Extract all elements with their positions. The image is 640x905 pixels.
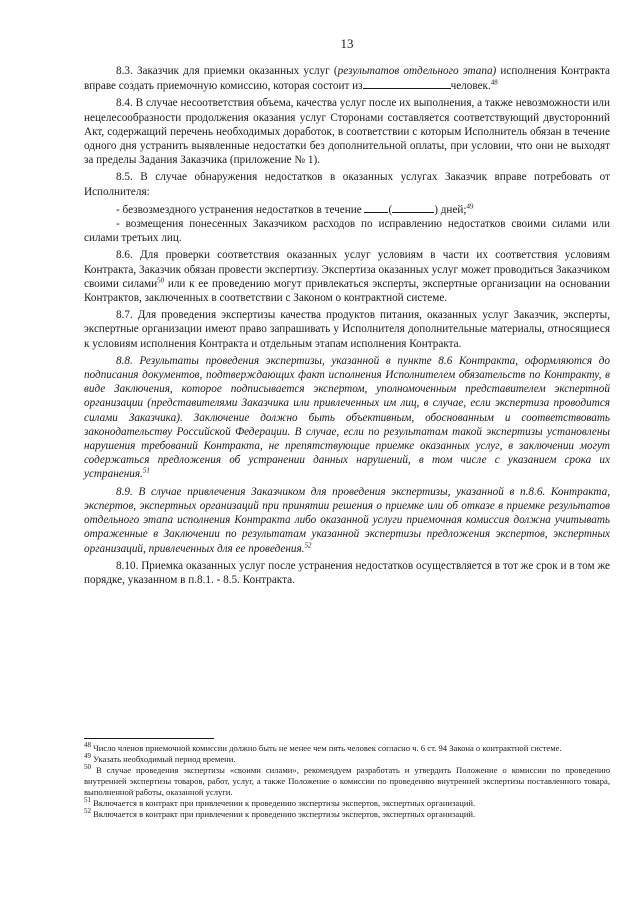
footnote-divider (84, 738, 214, 739)
list-item (84, 202, 610, 217)
footnote (84, 765, 610, 798)
clause-8-3-text: 8.3. Заказчик для приемки оказанных услуг ( (116, 65, 338, 77)
clause-8-9 (84, 485, 610, 556)
clause-8-8-text: 8.8. Результаты проведения экспертизы, указанной в пункте 8.6 Контракта, оформляются до подписания документов, подтверждающих факт исполнения Исполнителем обязательств по Контракту, в виде Заключения, которое подписывается экспертом, уполномоченным представителем экспертной организации (представителями Заказчика или привлеченных им лиц, в случае, если экспертиза проводится силами Заказчика). Заключение должно быть объективным, обоснованным и соответствовать законодательству Российской Федерации. В случае, если по результатам такой экспертизы установлены нарушения требований Контракта, не препятствующие приемке оказанных услуг, в заключении могут содержаться предложения об устранении данных нарушений, в том числе с указанием срока их устранения. (84, 354, 610, 481)
footnote-ref: 50 (157, 276, 165, 285)
footnote-number: 52 (84, 807, 91, 816)
footnote-text: Указать необходимый период времени. (91, 754, 236, 764)
footnote-text: В случае проведения экспертизы «своими силами», рекомендуем разработать и утвердить Положение о комиссии по проведению внутренней экспертизы товаров, работ, услуг, а также Положение о комиссии по проведению внутренней экспертизы поставленного товара, выполненной работы, оказанной услуги. (84, 765, 610, 797)
footnote (84, 754, 610, 765)
clause-8-4: 8.4. В случае несоответствия объема, качества услуг после их выполнения, а также невозможности или нецелесообразности продолжения оказания услуг Сторонами составляется соответствующий двусторонний Акт, содержащий перечень необходимых доработок, в соответствии с которым Исполнитель обязан в течение одного дня устранить выявленные недостатки без дополнительной оплаты, при условии, что они не выходят за пределы Задания Заказчика (приложение № 1). (84, 97, 610, 167)
clause-8-10: 8.10. Приемка оказанных услуг после устранения недостатков осуществляется в тот же срок и в том же порядке, указанном в п.8.1. - 8.5. Контракта. (84, 559, 610, 586)
blank-field (392, 202, 434, 213)
clause-8-3-text-2: исполнения Контракта вправе создать приемочную комиссию, которая состоит из (84, 65, 610, 93)
footnote-text: Включается в контракт при привлечении к проведению экспертизы экспертов, экспертных организаций. (91, 809, 476, 819)
footnote-ref: 51 (142, 466, 150, 475)
clause-8-8 (84, 354, 610, 482)
footnote-number: 50 (84, 763, 91, 772)
clause-8-7: 8.7. Для проведения экспертизы качества продуктов питания, оказанных услуг Заказчик, эксперты, экспертные организации имеют право запрашивать у Исполнителя дополнительные материалы, относящиеся к условиям исполнения Контракта и отдельным этапам исполнения Контракта. (84, 309, 610, 350)
footnote-ref: 49 (466, 202, 474, 211)
footnote-text: Включается в контракт при привлечении к проведению экспертизы экспертов, экспертных организаций. (91, 798, 476, 808)
footnote-ref: 52 (304, 540, 312, 549)
clause-8-6 (84, 248, 610, 305)
page-number: 13 (340, 36, 354, 51)
clause-8-5: 8.5. В случае обнаружения недостатков в оказанных услугах Заказчик вправе потребовать от Исполнителя: (84, 171, 610, 198)
list-item: - возмещения понесенных Заказчиком расходов по исправлению недостатков своими силами или силами третьих лиц. (84, 218, 610, 245)
footnote-number: 51 (84, 796, 91, 805)
footnote-ref: 48 (490, 78, 498, 87)
blank-field (363, 78, 451, 89)
blank-field (364, 202, 388, 213)
footnotes (84, 738, 610, 820)
clause-8-6-text: 8.6. Для проверки соответствия оказанных услуг условиям в части их соответствия условиям Контракта, Заказчик обязан провести экспертизу. Экспертиза оказанных услуг может проводиться Заказчиком своими силами (84, 249, 610, 290)
clause-8-9-text: 8.9. В случае привлечения Заказчиком для проведения экспертизы, указанной в п.8.6. Контракта, экспертов, экспертных организаций при принятии решения о приемке или об отказе в приемке результатов отдельного этапа исполнения Контракта либо оказанной услуги приемочная комиссия должна учитывать отраженные в Заключении по результатам указанной экспертизы предложения экспертов, экспертных организаций, привлеченных для ее проведения. (84, 485, 610, 555)
footnote-text: Число членов приемочной комиссии должно быть не менее чем пять человек согласно ч. 6 ст. 94 Закона о контрактной системе. (91, 743, 562, 753)
clause-8-3-italic: результатов отдельного этапа) (337, 65, 497, 77)
footnote (84, 798, 610, 809)
clause-8-3 (84, 64, 610, 93)
list-item-text-3: ) дней; (434, 203, 467, 216)
list-item-text: - безвозмездного устранения недостатков в течение (116, 203, 362, 216)
list-item-text-2: ( (388, 203, 393, 216)
footnote-number: 49 (84, 752, 91, 761)
footnote (84, 809, 610, 820)
clause-8-3-text-3: человек. (450, 80, 491, 93)
clause-8-6-text-2: или к ее проведению могут привлекаться эксперты, экспертные организации на основании Контрактов, заключенных в соответствии с Законом о контрактной системе. (84, 277, 610, 305)
footnote (84, 743, 610, 754)
footnote-number: 48 (84, 741, 91, 750)
